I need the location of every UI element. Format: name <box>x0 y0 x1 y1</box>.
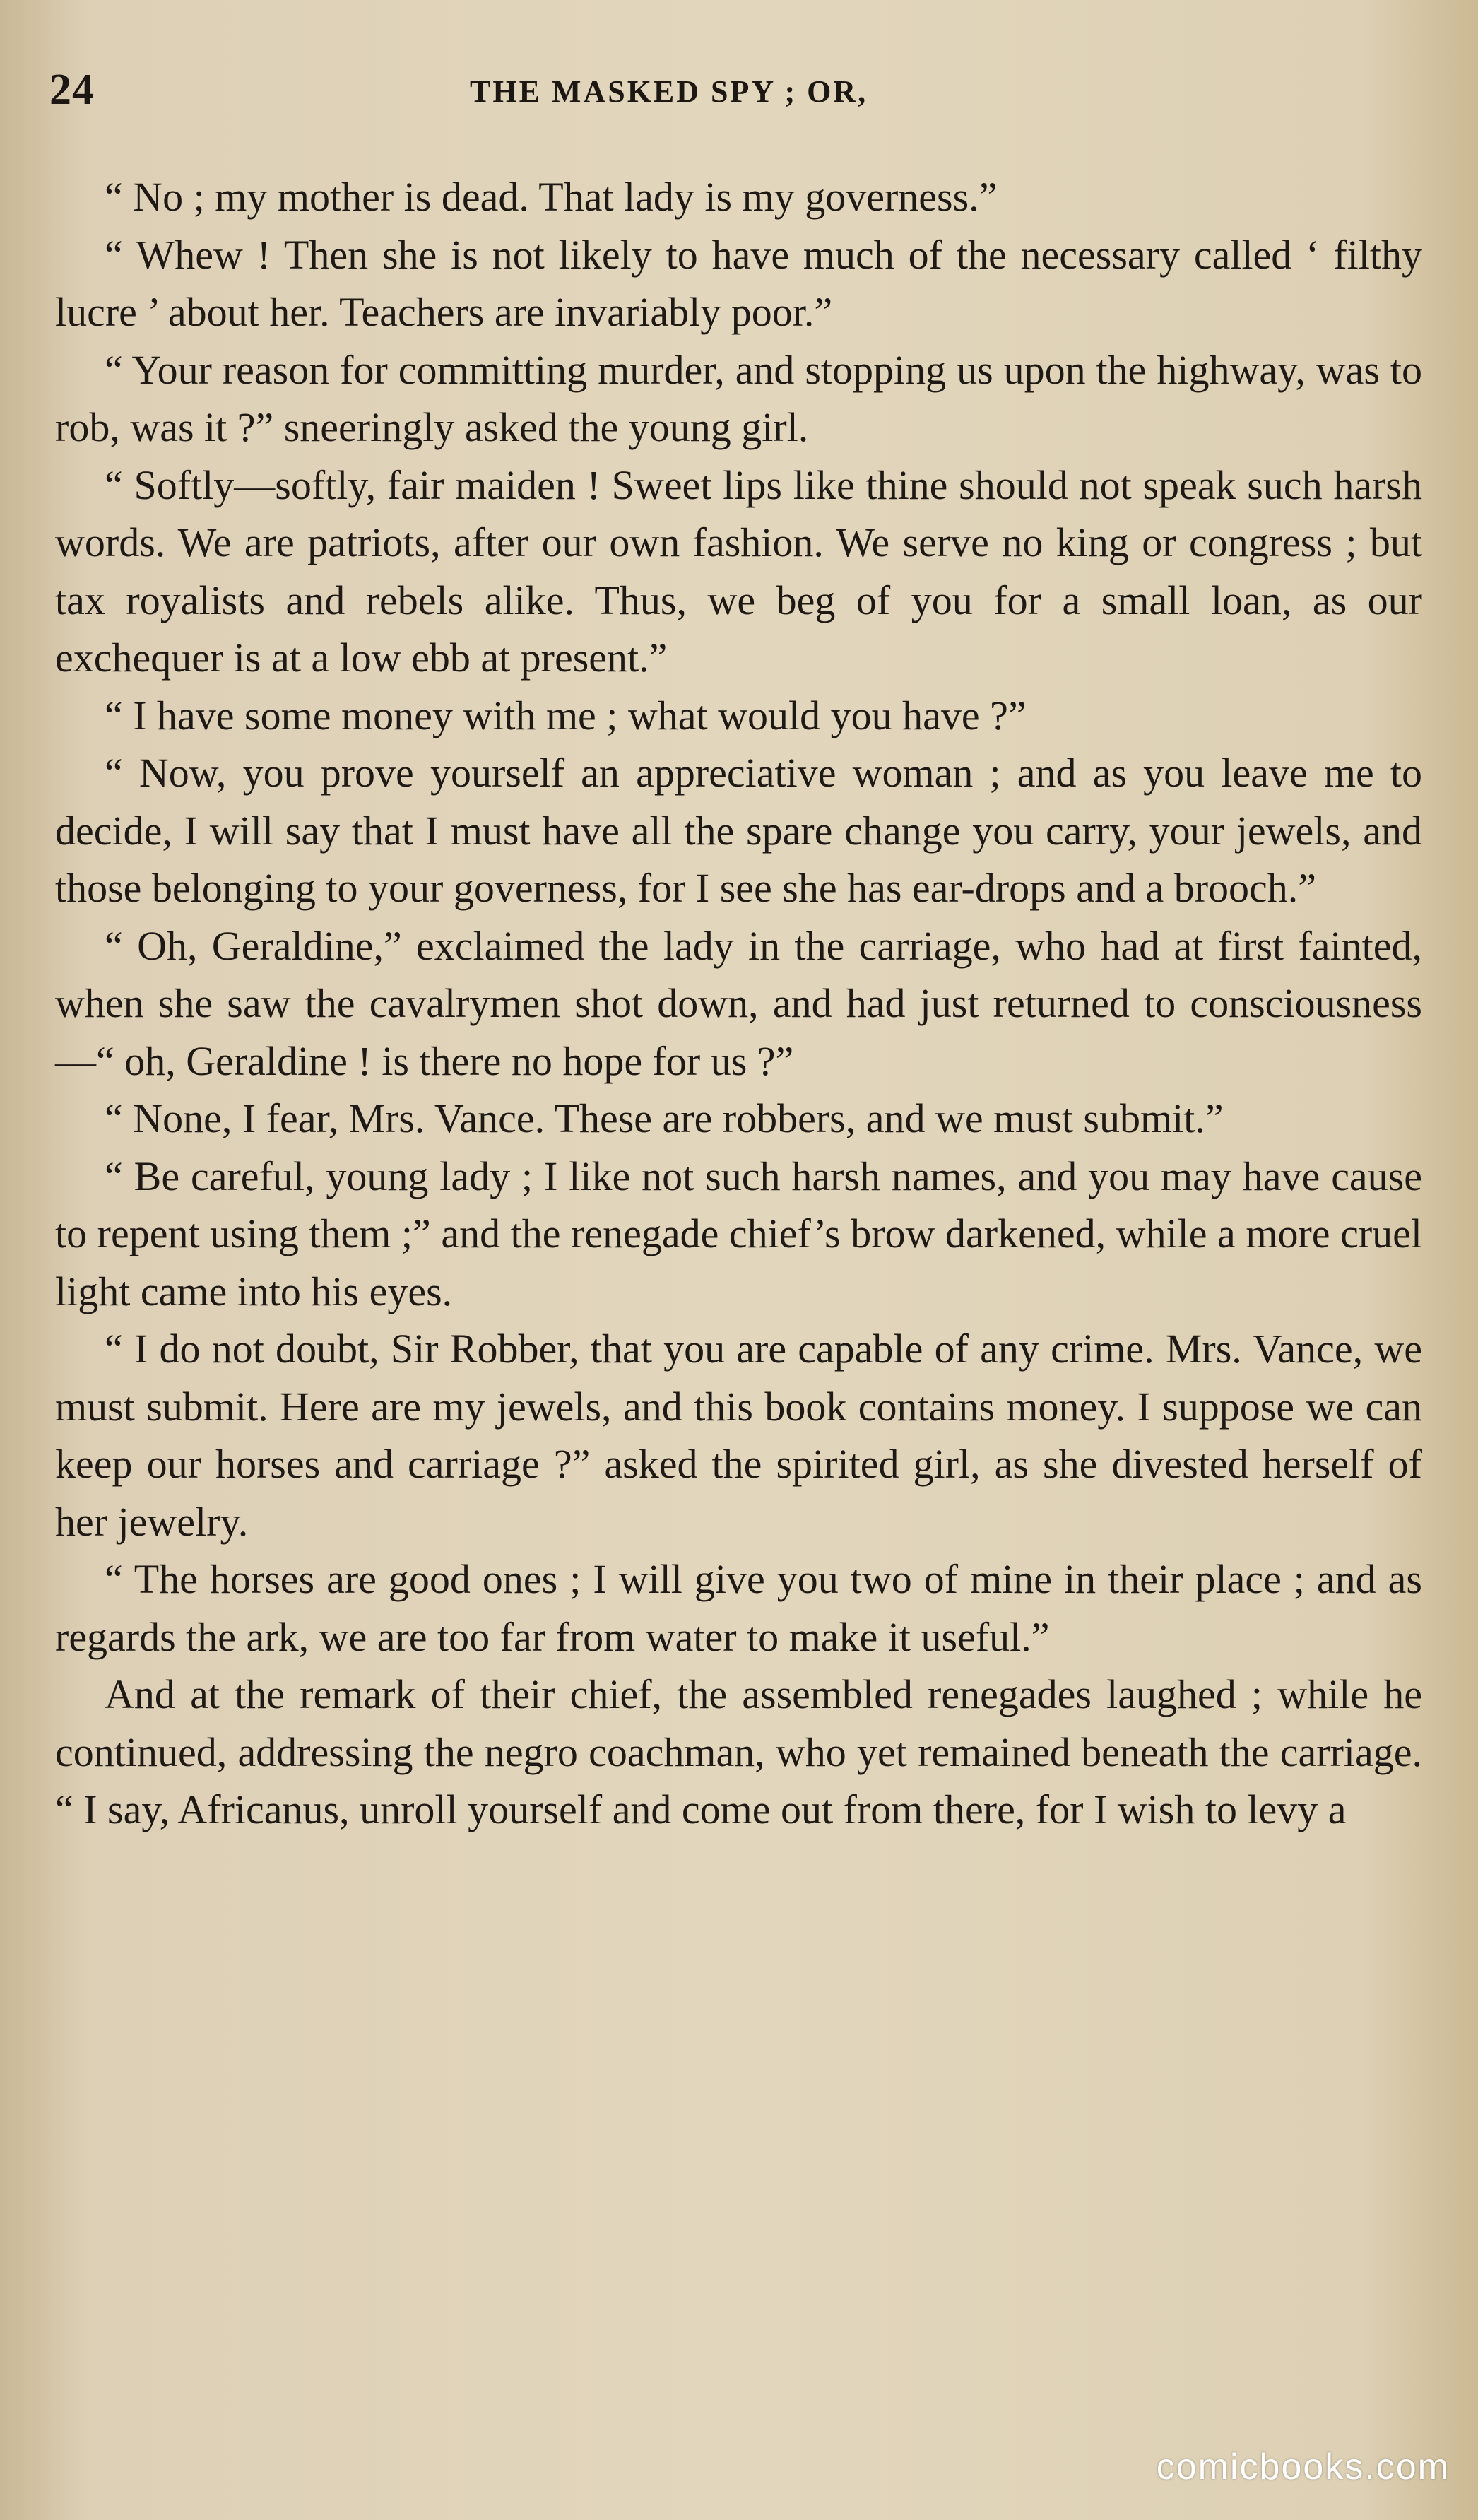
page-number: 24 <box>49 66 95 114</box>
paragraph: “ Be careful, young lady ; I like not such harsh names, and you may have cause to repent using them ;” and the renegade chief’s brow darkened, while a more cruel light came into his eyes. <box>55 1153 1422 1314</box>
paragraph: “ The horses are good ones ; I will give you two of mine in their place ; and as regards the ark, we are too far from water to make it useful.” <box>55 1556 1422 1660</box>
running-header <box>49 65 1434 122</box>
running-title: THE MASKED SPY ; OR, <box>470 74 868 109</box>
paragraph: “ Now, you prove yourself an appreciative woman ; and as you leave me to decide, I will say that I must have all the spare change you carry, your jewels, and those belonging to your governess, for I see she has ear-drops and a brooch.” <box>55 750 1422 911</box>
paragraph: “ No ; my mother is dead. That lady is my governess.” <box>105 174 998 220</box>
text-body <box>55 168 1422 1839</box>
watermark: comicbooks.com <box>1156 2447 1450 2487</box>
paragraph: “ I have some money with me ; what would you have ?” <box>105 692 1027 738</box>
paragraph: “ Whew ! Then she is not likely to have much of the necessary called ‘ filthy lucre ’ about her. Teachers are invariably poor.” <box>55 231 1422 335</box>
paragraph: “ Oh, Geraldine,” exclaimed the lady in the carriage, who had at first fainted, when she saw the cavalrymen shot down, and had just returned to consciousness—“ oh, Geraldine ! is there no hope for us ?” <box>55 922 1422 1084</box>
paragraph: “ I do not doubt, Sir Robber, that you are capable of any crime. Mrs. Vance, we must submit. Here are my jewels, and this book contains money. I suppose we can keep our horses and carriage ?” asked the spirited girl, as she divested herself of her jewelry. <box>55 1326 1422 1545</box>
paragraph: “ Your reason for committing murder, and stopping us upon the highway, was to rob, was it ?” sneeringly asked the young girl. <box>55 346 1422 450</box>
paragraph: And at the remark of their chief, the assembled renegades laughed ; while he continued, addressing the negro coachman, who yet remained beneath the carriage. “ I say, Africanus, unroll yourself and come out from there, for I wish to levy a <box>55 1671 1422 1832</box>
paragraph: “ Softly—softly, fair maiden ! Sweet lips like thine should not speak such harsh words. We are patriots, after our own fashion. We serve no king or congress ; but tax royalists and rebels alike. Thus, we beg of you for a small loan, as our exchequer is at a low ebb at present.” <box>55 461 1422 681</box>
paragraph: “ None, I fear, Mrs. Vance. These are robbers, and we must submit.” <box>105 1095 1224 1141</box>
